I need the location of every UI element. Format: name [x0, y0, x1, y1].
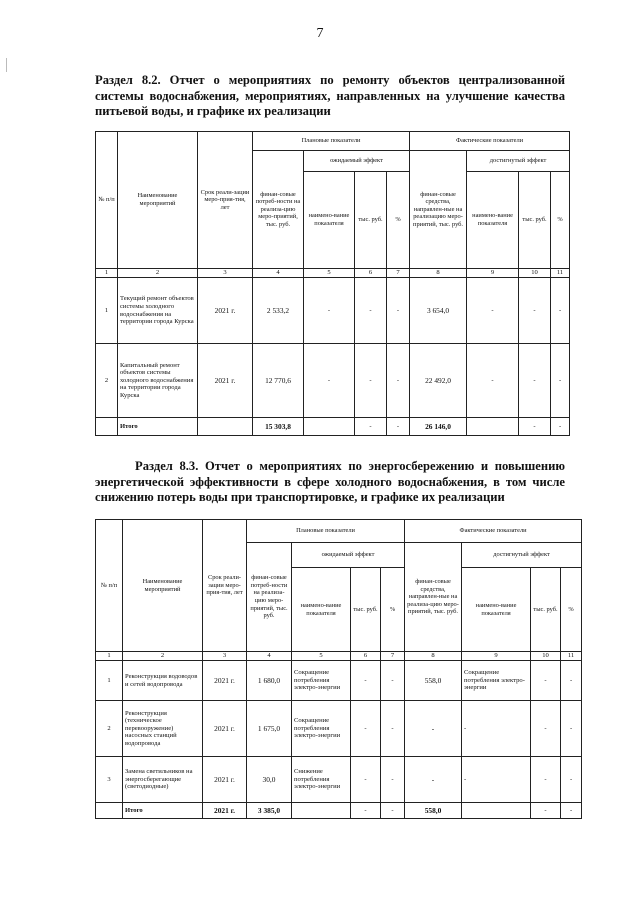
row-name: Замена светильников на энергосберегающие (светодиодные): [123, 757, 203, 803]
row-name: Капитальный ремонт объектов системы холодного водоснабжения на территории города Курска: [118, 344, 198, 418]
achieved-thous-header: тыс. руб.: [531, 568, 561, 652]
row-no: 2: [96, 701, 123, 757]
row-achieved-thous: -: [519, 278, 551, 344]
colnum: 9: [467, 269, 519, 278]
row-achieved-indicator: -: [462, 757, 531, 803]
row-expected-pct: -: [387, 278, 410, 344]
achieved-pct-header: %: [551, 172, 570, 269]
scan-edge-mark: [6, 58, 7, 72]
colnum: 5: [292, 652, 351, 661]
total-expected-pct: -: [381, 803, 405, 819]
colnum: 11: [561, 652, 582, 661]
total-term: 2021 г.: [203, 803, 247, 819]
row-fin-plan: 30,0: [247, 757, 292, 803]
row-expected-indicator: -: [304, 344, 355, 418]
col-term-header: Срок реали-зации меро-прия-тия, лет: [198, 132, 253, 269]
row-expected-pct: -: [387, 344, 410, 418]
colnum: 8: [410, 269, 467, 278]
colnum: 9: [462, 652, 531, 661]
row-fin-plan: 12 770,6: [253, 344, 304, 418]
expected-indicator-header: наимено-вание показателя: [304, 172, 355, 269]
row-term: 2021 г.: [203, 701, 247, 757]
row-expected-pct: -: [381, 757, 405, 803]
table-row: [96, 344, 570, 418]
row-name: Реконструкция водоводов и сетей водопровода: [123, 661, 203, 701]
row-achieved-pct: -: [551, 278, 570, 344]
expected-thous-header: тыс. руб.: [355, 172, 387, 269]
row-achieved-indicator: -: [467, 278, 519, 344]
row-achieved-thous: -: [519, 344, 551, 418]
row-fin-fact: 22 492,0: [410, 344, 467, 418]
row-expected-indicator: Снижение потребления электро-энергии: [292, 757, 351, 803]
achieved-indicator-header: наимено-вание показателя: [462, 568, 531, 652]
table-row: [96, 757, 582, 803]
colnum: 4: [247, 652, 292, 661]
actual-header: Фактические показатели: [410, 132, 570, 151]
expected-pct-header: %: [381, 568, 405, 652]
table-row: [96, 701, 582, 757]
row-fin-plan: 1 680,0: [247, 661, 292, 701]
total-row: [96, 803, 582, 819]
row-fin-fact: -: [405, 701, 462, 757]
row-achieved-pct: -: [551, 344, 570, 418]
colnum: 6: [351, 652, 381, 661]
colnum: 6: [355, 269, 387, 278]
total-fin-fact: 558,0: [405, 803, 462, 819]
table-row: [96, 661, 582, 701]
column-numbers-row: [96, 652, 582, 661]
colnum: 3: [198, 269, 253, 278]
expected-effect-header: ожидаемый эффект: [304, 151, 410, 172]
row-achieved-pct: -: [561, 661, 582, 701]
row-name: Текущий ремонт объектов системы холодного водоснабжения на территории города Курска: [118, 278, 198, 344]
row-expected-thous: -: [351, 661, 381, 701]
colnum: 5: [304, 269, 355, 278]
row-expected-indicator: Сокращение потребления электро-энергии: [292, 701, 351, 757]
row-fin-fact: -: [405, 757, 462, 803]
row-achieved-thous: -: [531, 661, 561, 701]
row-no: 2: [96, 344, 118, 418]
row-expected-thous: -: [355, 278, 387, 344]
row-no: 3: [96, 757, 123, 803]
row-achieved-indicator: -: [467, 344, 519, 418]
col-term-header: Срок реали-зации меро-прия-тия, лет: [203, 520, 247, 652]
colnum: 11: [551, 269, 570, 278]
achieved-indicator-header: наимено-вание показателя: [467, 172, 519, 269]
row-achieved-pct: -: [561, 757, 582, 803]
total-fin-fact: 26 146,0: [410, 418, 467, 436]
col-no-header: № п/п: [96, 132, 118, 269]
col-name-header: Наименование мероприятий: [118, 132, 198, 269]
fin-fact-header: финан-совые средства, направлен-ные на реализа-цию меро-приятий, тыс. руб.: [405, 543, 462, 652]
row-term: 2021 г.: [203, 661, 247, 701]
total-label: Итого: [118, 418, 198, 436]
row-achieved-indicator: Сокращение потребления электро-энергии: [462, 661, 531, 701]
row-no: 1: [96, 278, 118, 344]
total-fin-plan: 15 303,8: [253, 418, 304, 436]
section-8-3-table: [95, 519, 582, 819]
row-expected-thous: -: [351, 701, 381, 757]
total-expected-pct: -: [387, 418, 410, 436]
row-fin-plan: 2 533,2: [253, 278, 304, 344]
colnum: 1: [96, 269, 118, 278]
expected-effect-header: ожидаемый эффект: [292, 543, 405, 568]
section-8-3-heading: Раздел 8.3. Отчет о мероприятиях по энергосбережению и повышению энергетической эффективности в сфере холодного водоснабжения, в том числе снижению потерь воды при транспортировке, и графике их реализации: [95, 459, 565, 504]
fin-plan-header: финан-совые потреб-ности на реализа-цию меро-приятий, тыс. руб.: [247, 543, 292, 652]
actual-header: Фактические показатели: [405, 520, 582, 543]
table-row: [96, 278, 570, 344]
achieved-pct-header: %: [561, 568, 582, 652]
row-fin-fact: 3 654,0: [410, 278, 467, 344]
row-expected-pct: -: [381, 701, 405, 757]
row-fin-fact: 558,0: [405, 661, 462, 701]
total-achieved-thous: -: [531, 803, 561, 819]
column-numbers-row: [96, 269, 570, 278]
row-achieved-indicator: -: [462, 701, 531, 757]
row-expected-indicator: Сокращение потребления электро-энергии: [292, 661, 351, 701]
row-expected-thous: -: [351, 757, 381, 803]
total-achieved-pct: -: [561, 803, 582, 819]
col-no-header: № п/п: [96, 520, 123, 652]
row-term: 2021 г.: [198, 344, 253, 418]
colnum: 7: [381, 652, 405, 661]
expected-thous-header: тыс. руб.: [351, 568, 381, 652]
row-achieved-pct: -: [561, 701, 582, 757]
col-name-header: Наименование мероприятий: [123, 520, 203, 652]
colnum: 2: [123, 652, 203, 661]
section-8-2-heading: Раздел 8.2. Отчет о мероприятиях по ремонту объектов централизованной системы водоснабжения, мероприятиях, направленных на улучшение качества питьевой воды, и графике их реализации: [95, 73, 565, 118]
row-fin-plan: 1 675,0: [247, 701, 292, 757]
planned-header: Плановые показатели: [247, 520, 405, 543]
total-label: Итого: [123, 803, 203, 819]
colnum: 1: [96, 652, 123, 661]
section-8-2-table: [95, 131, 570, 436]
colnum: 2: [118, 269, 198, 278]
colnum: 8: [405, 652, 462, 661]
row-term: 2021 г.: [198, 278, 253, 344]
achieved-effect-header: достигнутый эффект: [467, 151, 570, 172]
planned-header: Плановые показатели: [253, 132, 410, 151]
total-fin-plan: 3 385,0: [247, 803, 292, 819]
colnum: 4: [253, 269, 304, 278]
total-row: [96, 418, 570, 436]
colnum: 7: [387, 269, 410, 278]
colnum: 10: [531, 652, 561, 661]
row-achieved-thous: -: [531, 701, 561, 757]
colnum: 10: [519, 269, 551, 278]
row-expected-pct: -: [381, 661, 405, 701]
row-term: 2021 г.: [203, 757, 247, 803]
fin-fact-header: финан-совые средства, направлен-ные на реализацию меро-приятий, тыс. руб.: [410, 151, 467, 269]
row-expected-thous: -: [355, 344, 387, 418]
colnum: 3: [203, 652, 247, 661]
total-achieved-thous: -: [519, 418, 551, 436]
row-name: Реконструкция (техническое перевооружение) насосных станций водопровода: [123, 701, 203, 757]
expected-pct-header: %: [387, 172, 410, 269]
fin-plan-header: финан-совые потреб-ности на реализа-цию меро-приятий, тыс. руб.: [253, 151, 304, 269]
achieved-thous-header: тыс. руб.: [519, 172, 551, 269]
total-expected-thous: -: [355, 418, 387, 436]
row-expected-indicator: -: [304, 278, 355, 344]
page-number: 7: [316, 26, 324, 41]
achieved-effect-header: достигнутый эффект: [462, 543, 582, 568]
expected-indicator-header: наимено-вание показателя: [292, 568, 351, 652]
row-no: 1: [96, 661, 123, 701]
total-expected-thous: -: [351, 803, 381, 819]
row-achieved-thous: -: [531, 757, 561, 803]
total-achieved-pct: -: [551, 418, 570, 436]
